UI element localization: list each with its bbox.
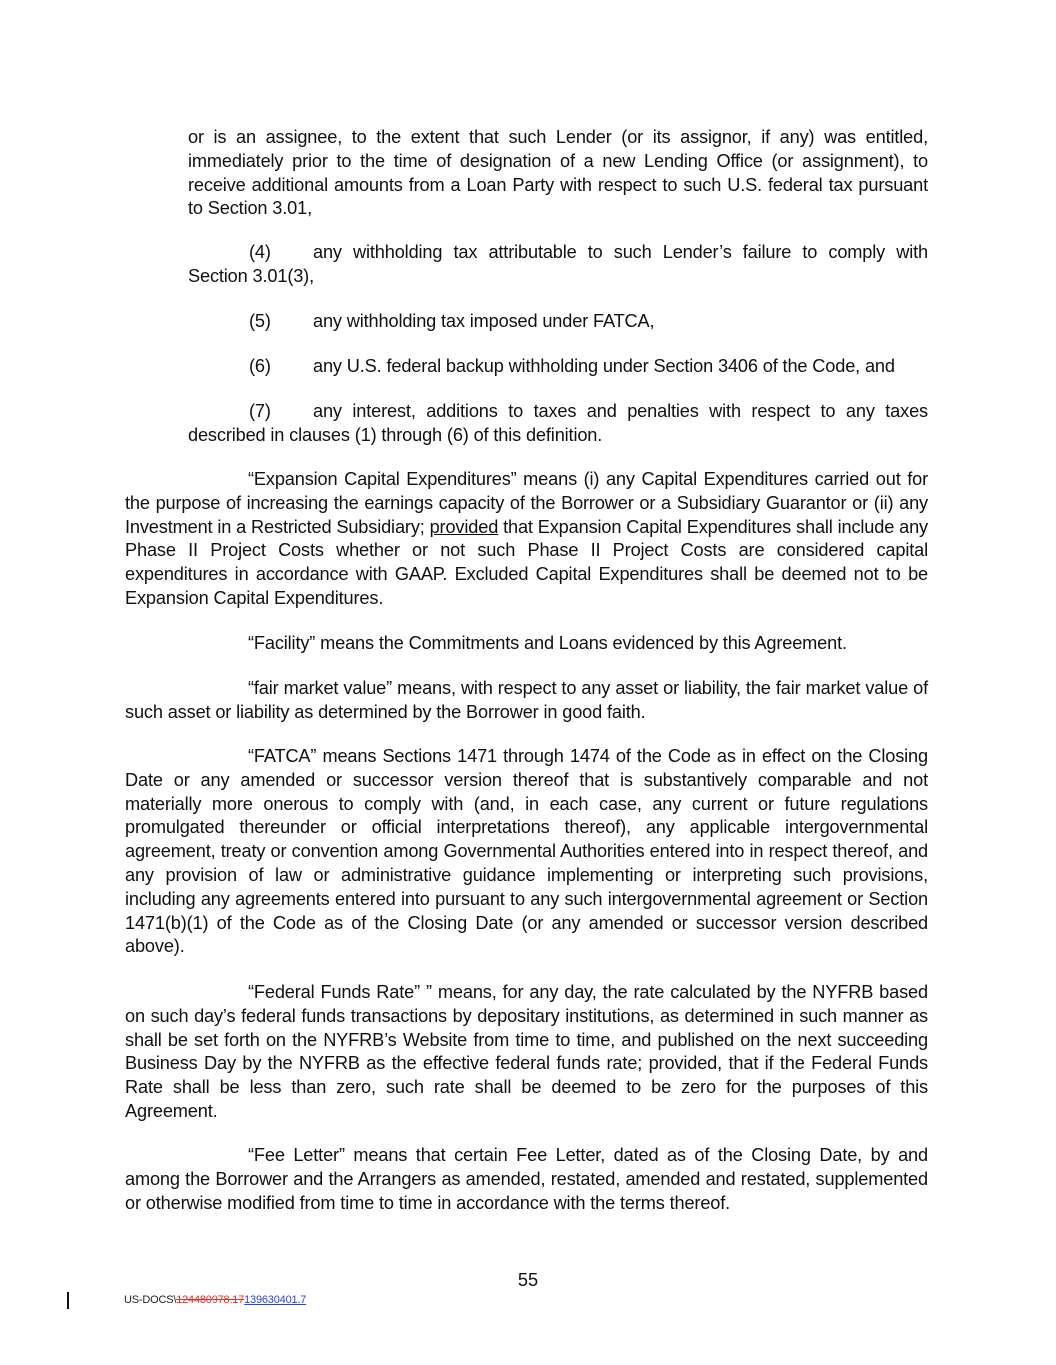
definition-fee-letter <box>125 1144 928 1215</box>
clause-5 <box>188 310 928 334</box>
definition-federal-funds-rate <box>125 981 928 1124</box>
clause-text: any withholding tax imposed under FATCA, <box>313 311 655 331</box>
page-number: 55 <box>517 1270 539 1290</box>
definition-text: means, with respect to any asset or liability, the fair market value of such asset or liability as determined by the Borrower in good faith. <box>125 678 928 722</box>
clause-number: (6) <box>249 356 271 376</box>
provided-word: provided <box>648 1053 718 1074</box>
doc-id-deleted: 124480978.17 <box>176 1294 245 1306</box>
clause-number: (4) <box>249 242 271 262</box>
definition-fair-market-value <box>125 677 928 725</box>
defined-term: “fair market value” <box>248 678 393 698</box>
clause-7 <box>188 400 928 448</box>
provided-word: provided <box>429 516 499 537</box>
defined-term: “Facility” <box>248 633 316 653</box>
definition-expansion-capital-expenditures <box>125 468 928 611</box>
doc-id-prefix: US-DOCS\ <box>124 1294 177 1306</box>
clause-6 <box>188 355 928 379</box>
definition-text: that Expansion Capital Expenditures shall include any Phase II Project Costs whether or not such Phase II Project Costs are considered capital expenditures in accordance with GAAP. Excluded Capital Expenditures shall be deemed not to be Expansion Capital Expenditures. <box>125 516 928 608</box>
definition-facility <box>125 632 928 656</box>
clause-text: any U.S. federal backup withholding under Section 3406 of the Code, and <box>313 356 895 376</box>
definition-fatca <box>125 745 928 959</box>
clause-number: (7) <box>249 401 271 421</box>
definition-text: means Sections 1471 through 1474 of the Code as in effect on the Closing Date or any amended or successor version thereof that is substantively comparable and not materially more onerous to comply with (and, in each case, any current or future regulations promulgated thereunder or official interpretations thereof), any applicable intergovernmental agreement, treaty or convention among Governmental Authorities entered into in respect thereof, and any provision of law or administrative guidance implementing or interpreting such provisions, including any agreements entered into pursuant to any such intergovernmental agreement or Section 1471(b)(1) of the Code as of the Closing Date (or any amended or successor version described above). <box>125 746 928 957</box>
doc-id-inserted: 139630401.7 <box>244 1294 307 1306</box>
clause-number: (5) <box>249 311 271 331</box>
definition-text: means the Commitments and Loans evidenced by this Agreement. <box>315 633 847 653</box>
clause-4 <box>188 241 928 289</box>
document-id <box>124 1294 306 1306</box>
definition-text: , that if the Federal Funds Rate shall be less than zero, such rate shall be deemed to be zero for the purposes of this Agreement. <box>125 1053 928 1121</box>
clause-text: any withholding tax attributable to such Lender’s failure to comply with Section 3.01(3), <box>188 242 928 286</box>
definition-text: means, for any day, the rate calculated by the NYFRB based on such day’s federal funds transactions by depositary institutions, as determined in such manner as shall be set forth on the NYFRB’s Website from time to time, and published on the next succeeding Business Day by the NYFRB as the effective federal funds rate; <box>125 982 928 1074</box>
defined-term: “Fee Letter” <box>248 1145 345 1165</box>
defined-term: “Federal Funds Rate” ” <box>248 982 432 1002</box>
revision-change-bar <box>67 1292 69 1309</box>
continuation-paragraph: or is an assignee, to the extent that such Lender (or its assignor, if any) was entitled, immediately prior to the time of designation of a new Lending Office (or assignment), to receive additional amounts from a Loan Party with respect to such U.S. federal tax pursuant to Section 3.01, <box>188 127 928 219</box>
definition-text: means (i) any Capital Expenditures carried out for the purpose of increasing the earnings capacity of the Borrower or a Subsidiary Guarantor or (ii) any Investment in a Restricted Subsidiary; <box>125 469 928 537</box>
clause-text: any interest, additions to taxes and penalties with respect to any taxes described in clauses (1) through (6) of this definition. <box>188 401 928 445</box>
defined-term: “Expansion Capital Expenditures” <box>248 469 517 489</box>
definition-text: means that certain Fee Letter, dated as of the Closing Date, by and among the Borrower and the Arrangers as amended, restated, amended and restated, supplemented or otherwise modified from time to time in accordance with the terms thereof. <box>125 1145 928 1213</box>
defined-term: “FATCA” <box>248 746 317 766</box>
